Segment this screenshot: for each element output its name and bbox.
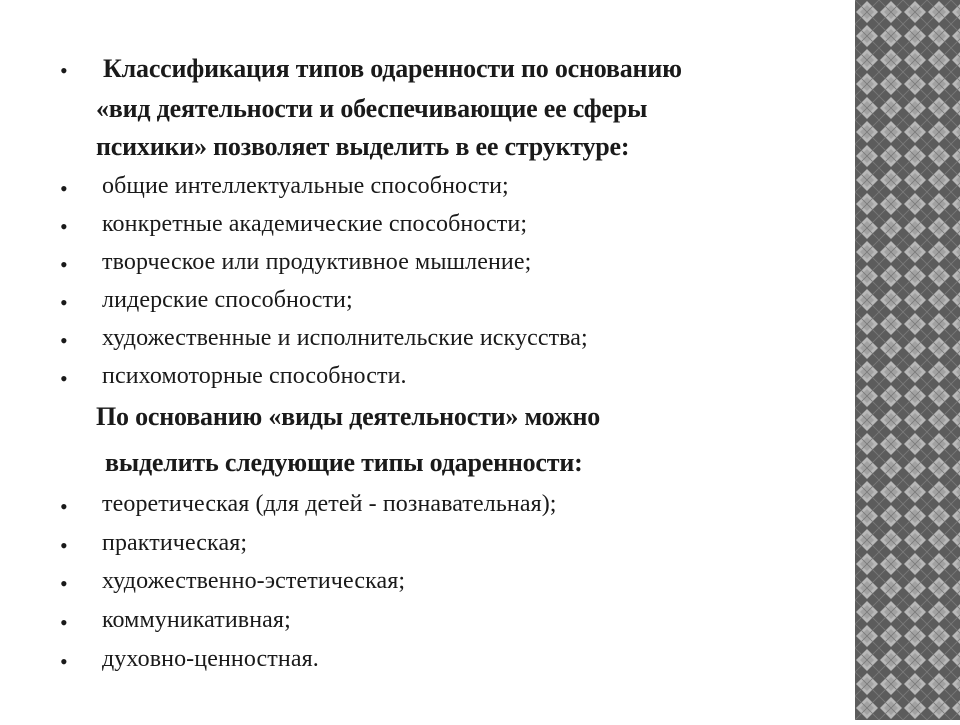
list-item-text: творческое или продуктивное мышление; — [102, 249, 532, 275]
list-bullet: • — [60, 494, 68, 519]
list-bullet: • — [60, 214, 68, 239]
list-bullet: • — [60, 571, 68, 596]
middle-heading-line-1: По основанию «виды деятельности» можно — [96, 402, 601, 431]
intro-line-3: психики» позволяет выделить в ее структуре: — [96, 132, 630, 161]
list-bullet: • — [60, 290, 68, 315]
list-item-text: художественно-эстетическая; — [102, 568, 406, 594]
intro-bullet: • — [60, 58, 68, 83]
list-bullet: • — [60, 649, 68, 674]
list-item-text: духовно-ценностная. — [102, 646, 319, 672]
list-item-text: психомоторные способности. — [102, 363, 407, 389]
list-item-text: коммуникативная; — [102, 607, 291, 633]
argyle-pattern — [855, 0, 960, 720]
decorative-pattern-strip — [855, 0, 960, 720]
intro-line-2: «вид деятельности и обеспечивающие ее сферы — [96, 94, 648, 123]
list-item-text: общие интеллектуальные способности; — [102, 173, 509, 199]
list-bullet: • — [60, 252, 68, 277]
list-item-text: художественные и исполнительские искусства; — [102, 325, 588, 351]
list-bullet: • — [60, 328, 68, 353]
intro-line-1: Классификация типов одаренности по основанию — [103, 54, 682, 83]
middle-heading-line-2: выделить следующие типы одаренности: — [105, 448, 583, 477]
list-bullet: • — [60, 610, 68, 635]
list-bullet: • — [60, 176, 68, 201]
list-item-text: теоретическая (для детей - познавательная); — [102, 491, 557, 517]
list-bullet: • — [60, 366, 68, 391]
list-bullet: • — [60, 533, 68, 558]
list-item-text: конкретные академические способности; — [102, 211, 528, 237]
list-item-text: практическая; — [102, 530, 248, 556]
list-item-text: лидерские способности; — [102, 287, 353, 313]
